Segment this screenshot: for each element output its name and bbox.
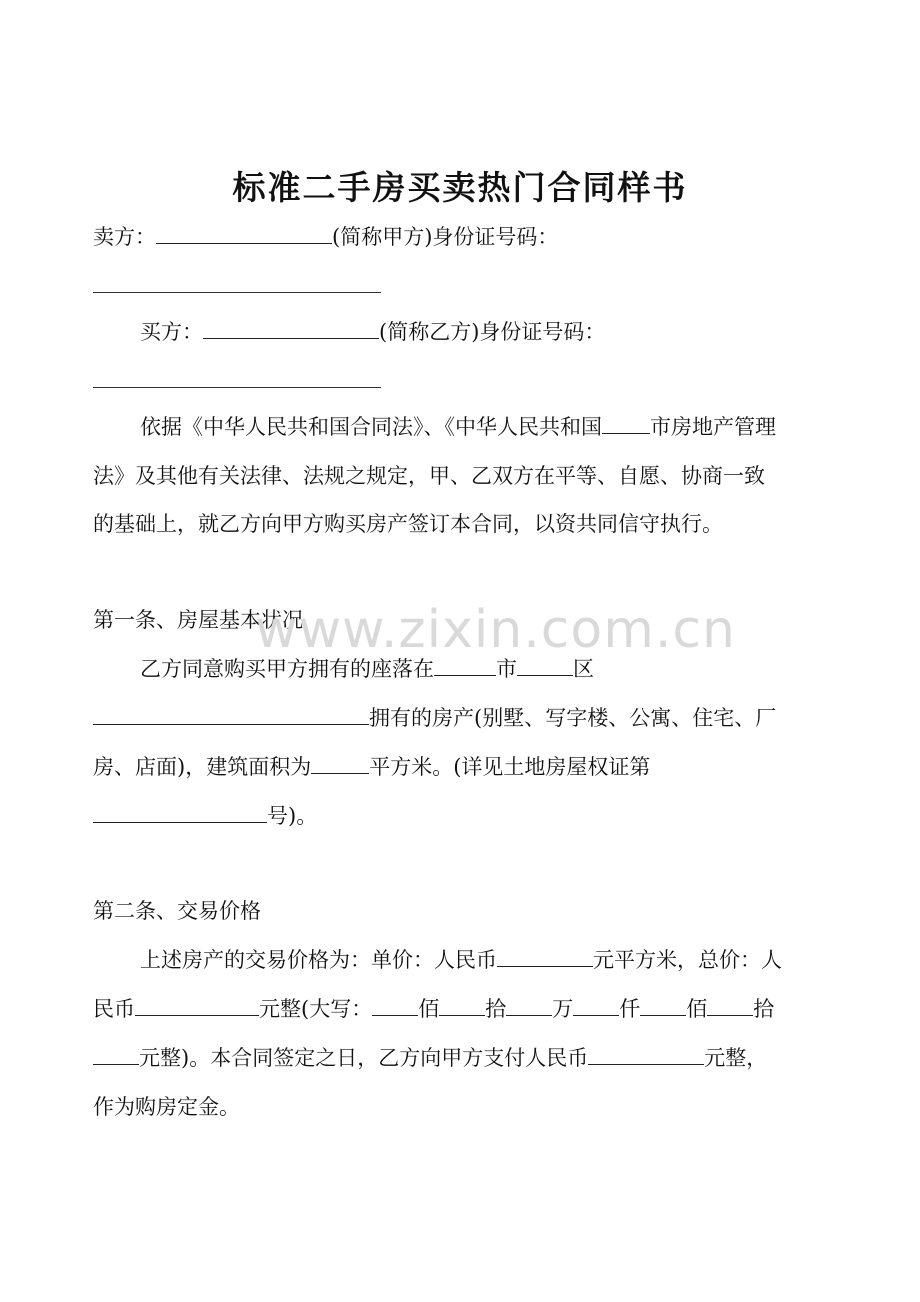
article1-text-4: 号)。: [267, 804, 318, 828]
article2-text-1b: 元平方米，总价：人: [593, 948, 782, 972]
article1-line-4: [93, 800, 317, 832]
upper-blank-6: [707, 995, 753, 1016]
article1-heading: 第一条、房屋基本状况: [93, 608, 303, 632]
upper-blank-5: [640, 995, 686, 1016]
certificate-number-blank: [93, 802, 267, 823]
upper-blank-3: [506, 995, 552, 1016]
article2-text-3a: 元整)。本合同签定之日，乙方向甲方支付人民币: [139, 1046, 589, 1070]
buyer-label: 买方：: [140, 320, 203, 344]
seller-id-blank: [93, 292, 381, 293]
unit-shi: 拾: [485, 997, 507, 1021]
unit-bai: 佰: [418, 997, 440, 1021]
seller-label: 卖方：: [93, 225, 156, 249]
preamble-text-1a: 依据《中华人民共和国合同法》、《中华人民共和国: [140, 415, 602, 439]
preamble-line-2: 法》及其他有关法律、法规之规定，甲、乙双方在平等、自愿、协商一致: [93, 464, 765, 488]
article2-text-3b: 元整，: [704, 1046, 768, 1070]
article2-text-2b: 元整(大写：: [259, 997, 373, 1021]
article2-line-3: [93, 1042, 767, 1074]
buyer-suffix: (简称乙方)身份证号码：: [379, 320, 606, 344]
article2-line-4: 作为购房定金。: [93, 1095, 240, 1119]
article1-text-2: 拥有的房产(别墅、写字楼、公寓、住宅、厂: [369, 706, 777, 730]
area-blank: [311, 753, 369, 774]
deposit-blank: [588, 1044, 704, 1065]
buyer-line: [140, 316, 605, 348]
preamble-line-1: [140, 411, 776, 443]
address-blank: [93, 704, 369, 725]
upper-blank-1: [372, 995, 418, 1016]
preamble-text-1b: 市房地产管理: [650, 415, 776, 439]
upper-blank-2: [439, 995, 485, 1016]
total-price-blank: [135, 995, 259, 1016]
article1-text-1b: 市: [496, 657, 517, 681]
article2-line-2: [93, 993, 774, 1025]
unit-bai-2: 佰: [686, 997, 708, 1021]
preamble-line-3: 的基础上，就乙方向甲方购买房产签订本合同，以资共同信守执行。: [93, 512, 723, 536]
article2-line-1: [140, 944, 782, 976]
upper-blank-4: [573, 995, 619, 1016]
article1-line-2: [93, 702, 776, 734]
article2-heading: 第二条、交易价格: [93, 899, 261, 923]
article1-line-3: [93, 751, 650, 783]
seller-suffix: (简称甲方)身份证号码：: [332, 225, 559, 249]
city-blank: [602, 413, 650, 434]
article1-text-1c: 区: [573, 657, 594, 681]
article1-text-3b: 平方米。(详见土地房屋权证第: [369, 755, 651, 779]
unit-wan: 万: [552, 997, 574, 1021]
article1-text-1a: 乙方同意购买甲方拥有的座落在: [140, 657, 434, 681]
article2-text-1a: 上述房产的交易价格为：单价：人民币: [140, 948, 497, 972]
unit-shi-2: 拾: [753, 997, 775, 1021]
upper-blank-7: [93, 1044, 139, 1065]
buyer-name-blank: [203, 318, 379, 339]
unit-qian: 仟: [619, 997, 641, 1021]
seller-line: [93, 221, 558, 253]
watermark: www.zixin.com.cn: [255, 600, 736, 660]
seller-name-blank: [156, 223, 332, 244]
article1-text-3a: 房、店面)，建筑面积为: [93, 755, 312, 779]
article2-text-2a: 民币: [93, 997, 135, 1021]
buyer-id-blank: [93, 387, 381, 388]
page-title: 标准二手房买卖热门合同样书: [232, 168, 688, 207]
unit-price-blank: [497, 946, 593, 967]
